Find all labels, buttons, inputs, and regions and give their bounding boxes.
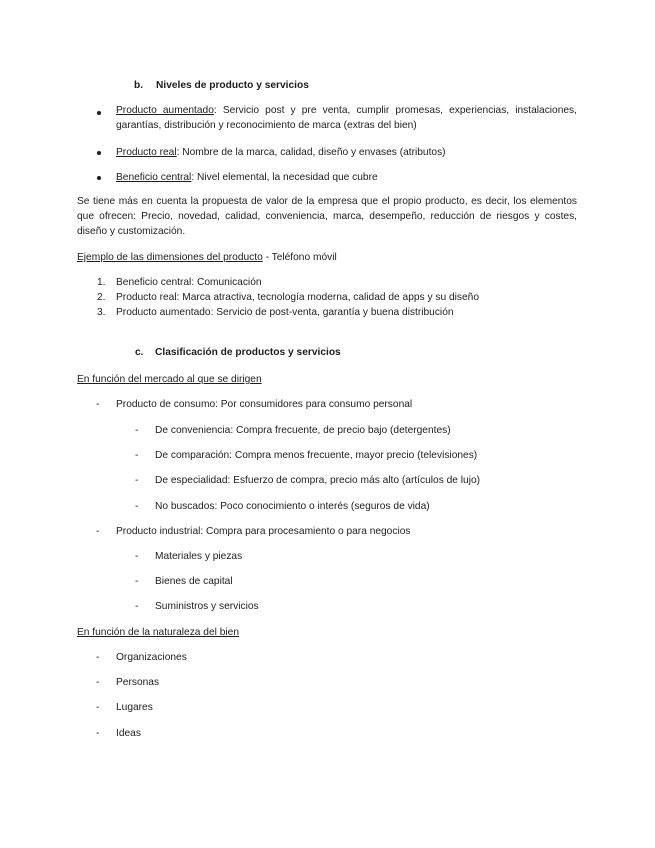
dash-marker: -: [96, 677, 100, 688]
market-heading: En función del mercado al que se dirigen: [77, 374, 262, 385]
nature-item: Organizaciones: [116, 652, 187, 663]
section-b-marker: b.: [134, 80, 144, 91]
value-proposition-paragraph: Se tiene más en cuenta la propuesta de valor de la empresa que el propio producto, es decir, los elementos que ofrecen: Precio, novedad, calidad, conveniencia, marca, desempeño, reducción de riesgos y costes, diseño y customización.: [77, 196, 577, 237]
dash-marker: -: [96, 728, 100, 739]
section-b-title: Niveles de producto y servicios: [156, 80, 309, 91]
dash-marker: -: [96, 652, 100, 663]
dash-marker: -: [135, 450, 139, 461]
dash-marker: -: [96, 702, 100, 713]
industrial-product: Producto industrial: Compra para procesamiento o para negocios: [116, 526, 411, 537]
section-c-marker: c.: [135, 347, 144, 358]
bullet-dot: [97, 111, 101, 115]
dash-marker: -: [135, 475, 139, 486]
term-producto-real: Producto real: [116, 147, 177, 158]
numbered-marker: 3.: [97, 307, 106, 318]
term-producto-aumentado: Producto aumentado: [116, 105, 214, 116]
numbered-item: Beneficio central: Comunicación: [116, 277, 262, 288]
dash-marker: -: [135, 425, 139, 436]
example-suffix: - Teléfono móvil: [262, 252, 337, 263]
consumer-item: De especialidad: Esfuerzo de compra, precio más alto (artículos de lujo): [155, 475, 481, 486]
consumer-product: Producto de consumo: Por consumidores para consumo personal: [116, 399, 413, 410]
dash-marker: -: [135, 576, 139, 587]
nature-item: Personas: [116, 677, 160, 688]
bullet-producto-real: [116, 146, 446, 159]
consumer-item: De conveniencia: Compra frecuente, de precio bajo (detergentes): [155, 425, 451, 436]
nature-heading: En función de la naturaleza del bien: [77, 627, 239, 638]
dash-marker: -: [96, 526, 100, 537]
nature-item: Lugares: [116, 702, 153, 713]
bullet-text: : Servicio post y pre venta, cumplir promesas, experiencias, instalaciones, garantías, distribución y reconocimiento de marca (extras del bien): [116, 105, 577, 131]
industrial-item: Suministros y servicios: [155, 601, 259, 612]
example-line: [77, 251, 337, 264]
numbered-marker: 1.: [97, 277, 106, 288]
numbered-item: Producto real: Marca atractiva, tecnología moderna, calidad de apps y su diseño: [116, 292, 479, 303]
numbered-item: Producto aumentado: Servicio de post-venta, garantía y buena distribución: [116, 307, 454, 318]
bullet-dot: [97, 151, 101, 155]
dash-marker: -: [135, 601, 139, 612]
dash-marker: -: [135, 501, 139, 512]
dash-marker: -: [135, 551, 139, 562]
industrial-item: Materiales y piezas: [155, 551, 243, 562]
consumer-item: No buscados: Poco conocimiento o interés (seguros de vida): [155, 501, 430, 512]
consumer-item: De comparación: Compra menos frecuente, mayor precio (televisiones): [155, 450, 478, 461]
bullet-dot: [97, 176, 101, 180]
example-label: Ejemplo de las dimensiones del producto: [77, 252, 263, 263]
bullet-text: : Nivel elemental, la necesidad que cubre: [191, 172, 378, 183]
nature-item: Ideas: [116, 728, 141, 739]
industrial-item: Bienes de capital: [155, 576, 233, 587]
numbered-marker: 2.: [97, 292, 106, 303]
bullet-producto-aumentado: [116, 104, 577, 134]
bullet-beneficio-central: [116, 171, 378, 184]
term-beneficio-central: Beneficio central: [116, 172, 192, 183]
bullet-text: : Nombre de la marca, calidad, diseño y envases (atributos): [176, 147, 446, 158]
dash-marker: -: [96, 399, 100, 410]
section-c-title: Clasificación de productos y servicios: [155, 347, 341, 358]
